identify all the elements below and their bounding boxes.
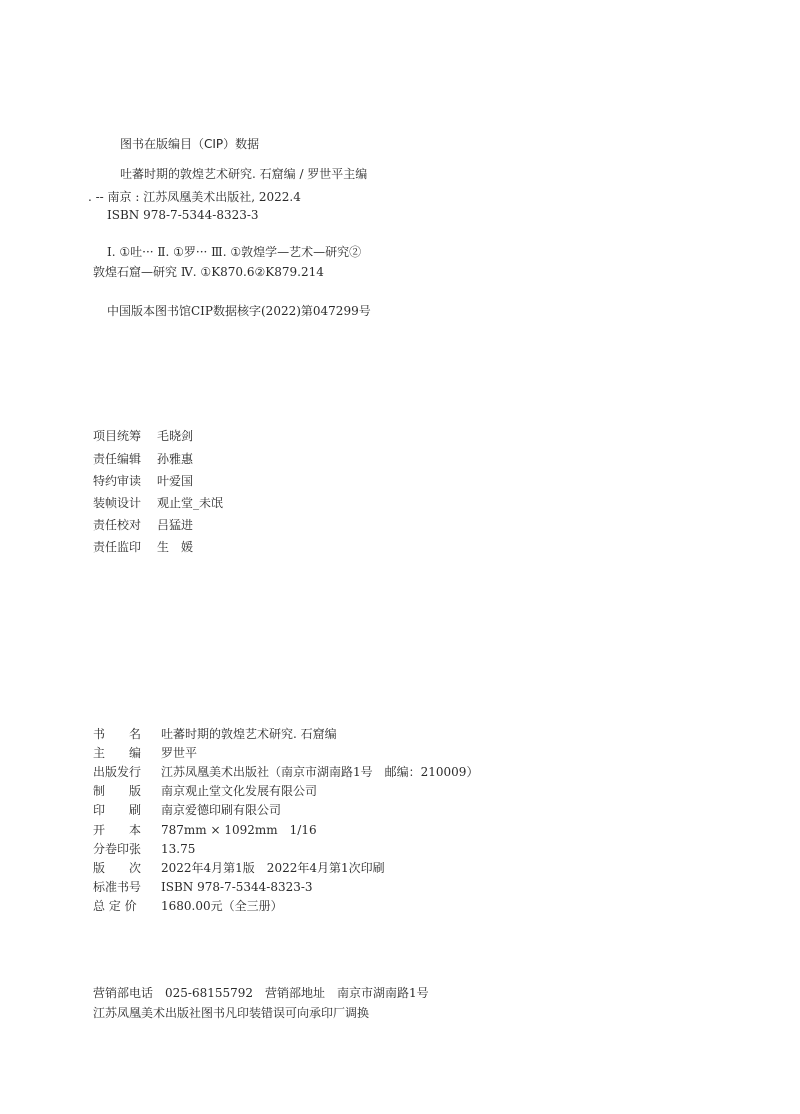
marketing-contact: 营销部电话 025-68155792 营销部地址 南京市湖南路1号 bbox=[93, 986, 429, 1000]
pub-label: 分卷印张 bbox=[93, 842, 142, 856]
staff-label: 装帧设计 bbox=[93, 496, 142, 510]
pub-label: 标准书号 bbox=[93, 880, 142, 894]
staff-value: 孙雅惠 bbox=[157, 452, 194, 466]
cip-title-line: 吐蕃时期的敦煌艺术研究. 石窟编 / 罗世平主编 bbox=[120, 167, 368, 181]
pub-value: 南京爱德印刷有限公司 bbox=[161, 803, 282, 817]
cip-subject-line-1: Ⅰ. ①吐··· Ⅱ. ①罗··· Ⅲ. ①敦煌学—艺术—研究② bbox=[107, 245, 362, 259]
misprint-notice: 江苏凤凰美术出版社图书凡印装错误可向承印厂调换 bbox=[93, 1006, 370, 1020]
pub-value: 1680.00元（全三册） bbox=[161, 899, 283, 913]
staff-label: 特约审读 bbox=[93, 474, 142, 488]
staff-label: 责任编辑 bbox=[93, 452, 142, 466]
cip-heading: 图书在版编目（CIP）数据 bbox=[120, 137, 260, 151]
pub-label: 主 编 bbox=[93, 746, 142, 760]
pub-value: 13.75 bbox=[161, 842, 196, 856]
cip-record-number: 中国版本图书馆CIP数据核字(2022)第047299号 bbox=[107, 304, 371, 318]
pub-value: ISBN 978-7-5344-8323-3 bbox=[161, 880, 313, 894]
pub-label: 书 名 bbox=[93, 727, 142, 741]
pub-label: 出版发行 bbox=[93, 765, 142, 779]
staff-value: 观止堂_未氓 bbox=[157, 496, 224, 510]
staff-value: 生 媛 bbox=[157, 540, 194, 554]
staff-label: 责任监印 bbox=[93, 540, 142, 554]
pub-label: 印 刷 bbox=[93, 803, 142, 817]
cip-publisher-line: . -- 南京 : 江苏凤凰美术出版社, 2022.4 bbox=[88, 190, 301, 204]
pub-label: 版 次 bbox=[93, 861, 142, 875]
pub-label: 总 定 价 bbox=[93, 899, 137, 913]
pub-value: 江苏凤凰美术出版社（南京市湖南路1号 邮编：210009） bbox=[161, 765, 479, 779]
pub-value: 2022年4月第1版 2022年4月第1次印刷 bbox=[161, 861, 385, 875]
staff-value: 吕猛进 bbox=[157, 518, 194, 532]
cip-subject-line-2: 敦煌石窟—研究 Ⅳ. ①K870.6②K879.214 bbox=[93, 265, 324, 279]
staff-label: 项目统筹 bbox=[93, 429, 142, 443]
pub-label: 开 本 bbox=[93, 823, 142, 837]
staff-value: 叶爱国 bbox=[157, 474, 194, 488]
pub-value: 787mm × 1092mm 1/16 bbox=[161, 823, 317, 837]
staff-value: 毛晓剑 bbox=[157, 429, 194, 443]
cip-isbn-line: ISBN 978-7-5344-8323-3 bbox=[107, 208, 259, 222]
pub-label: 制 版 bbox=[93, 784, 142, 798]
staff-label: 责任校对 bbox=[93, 518, 142, 532]
pub-value: 南京观止堂文化发展有限公司 bbox=[161, 784, 318, 798]
pub-value: 吐蕃时期的敦煌艺术研究. 石窟编 bbox=[161, 727, 337, 741]
pub-value: 罗世平 bbox=[161, 746, 198, 760]
